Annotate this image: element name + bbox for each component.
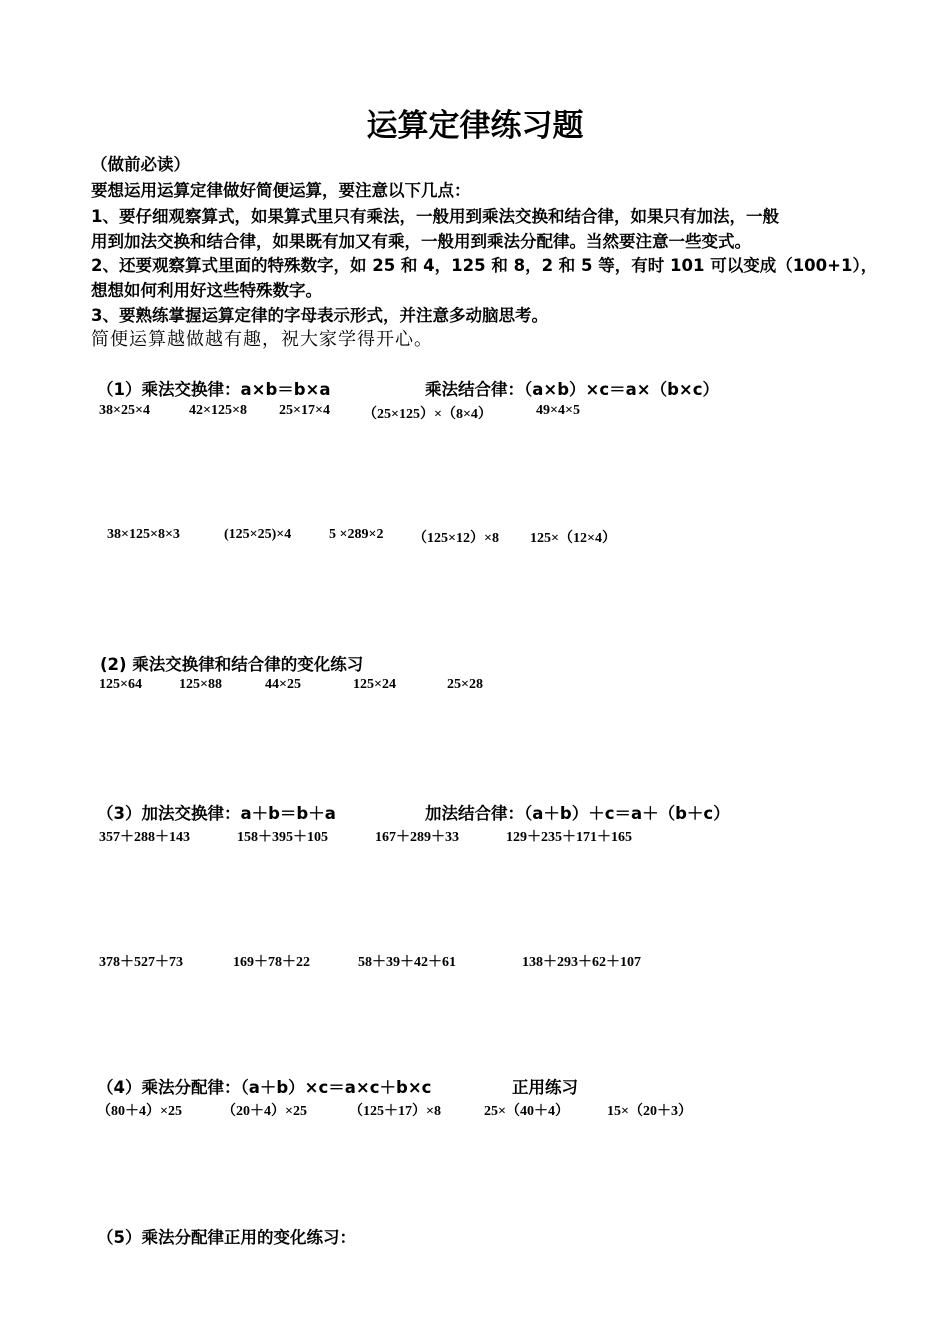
exercise-3-7: 58＋39＋42＋61 — [358, 955, 456, 970]
exercise-3-1: 357＋288＋143 — [99, 830, 190, 845]
intro-note: （做前必读） — [91, 155, 190, 174]
section-4-heading: （4）乘法分配律：（a＋b）×c＝a×c＋b×c — [97, 1078, 432, 1097]
section-1-heading-2: 乘法结合律：（a×b）×c＝a×（b×c） — [425, 380, 720, 399]
intro-point2-line1: 2、还要观察算式里面的特殊数字，如 25 和 4，125 和 8，2 和 5 等，有时 101 可以变成（100+1）， — [91, 256, 878, 275]
exercise-1-2: 42×125×8 — [189, 403, 247, 418]
exercise-1-8: 5 ×289×2 — [329, 527, 384, 542]
exercise-3-6: 169＋78＋22 — [233, 955, 310, 970]
intro-point3: 3、要熟练掌握运算定律的字母表示形式，并注意多动脑思考。 — [91, 306, 548, 325]
exercise-1-3: 25×17×4 — [279, 403, 330, 418]
exercise-4-3: （125＋17）×8 — [349, 1104, 441, 1119]
exercise-1-6: 38×125×8×3 — [107, 527, 180, 542]
exercise-1-4: （25×125）×（8×4） — [363, 407, 492, 422]
exercise-3-5: 378＋527＋73 — [99, 955, 183, 970]
section-5-heading: （5）乘法分配律正用的变化练习： — [97, 1228, 356, 1247]
exercise-1-5: 49×4×5 — [536, 403, 580, 418]
exercise-1-10: 125×（12×4） — [530, 531, 616, 546]
exercise-1-7: (125×25)×4 — [224, 527, 292, 542]
exercise-4-2: （20＋4）×25 — [222, 1104, 307, 1119]
page-title: 运算定律练习题 — [366, 108, 584, 144]
exercise-3-4: 129＋235＋171＋165 — [506, 830, 632, 845]
exercise-1-9: （125×12）×8 — [413, 531, 499, 546]
exercise-3-2: 158＋395＋105 — [237, 830, 328, 845]
intro-point1-line2: 用到加法交换和结合律，如果既有加又有乘，一般用到乘法分配律。当然要注意一些变式。 — [91, 232, 751, 251]
intro-lead: 要想运用运算定律做好简便运算，要注意以下几点： — [91, 181, 471, 200]
intro-point2-line2: 想想如何利用好这些特殊数字。 — [91, 281, 322, 300]
exercise-2-2: 125×88 — [179, 677, 222, 692]
section-2-heading: (2) 乘法交换律和结合律的变化练习 — [100, 655, 364, 674]
exercise-4-5: 15×（20＋3） — [607, 1104, 692, 1119]
section-3-heading: （3）加法交换律：a＋b＝b＋a — [97, 804, 336, 823]
exercise-1-1: 38×25×4 — [99, 403, 150, 418]
exercise-2-1: 125×64 — [99, 677, 142, 692]
section-3-heading-2: 加法结合律：（a＋b）＋c＝a＋（b＋c） — [425, 804, 730, 823]
exercise-4-4: 25×（40＋4） — [484, 1104, 569, 1119]
section-4-heading-2: 正用练习 — [512, 1078, 578, 1097]
section-1-heading: （1）乘法交换律：a×b＝b×a — [97, 380, 331, 399]
exercise-2-3: 44×25 — [265, 677, 301, 692]
exercise-3-3: 167＋289＋33 — [375, 830, 459, 845]
exercise-2-5: 25×28 — [447, 677, 483, 692]
exercise-2-4: 125×24 — [353, 677, 396, 692]
exercise-3-8: 138＋293＋62＋107 — [522, 955, 641, 970]
intro-point1-line1: 1、要仔细观察算式，如果算式里只有乘法，一般用到乘法交换和结合律，如果只有加法，一般 — [91, 207, 779, 226]
intro-closing: 简便运算越做越有趣，祝大家学得开心。 — [91, 329, 433, 350]
exercise-4-1: （80＋4）×25 — [97, 1104, 182, 1119]
